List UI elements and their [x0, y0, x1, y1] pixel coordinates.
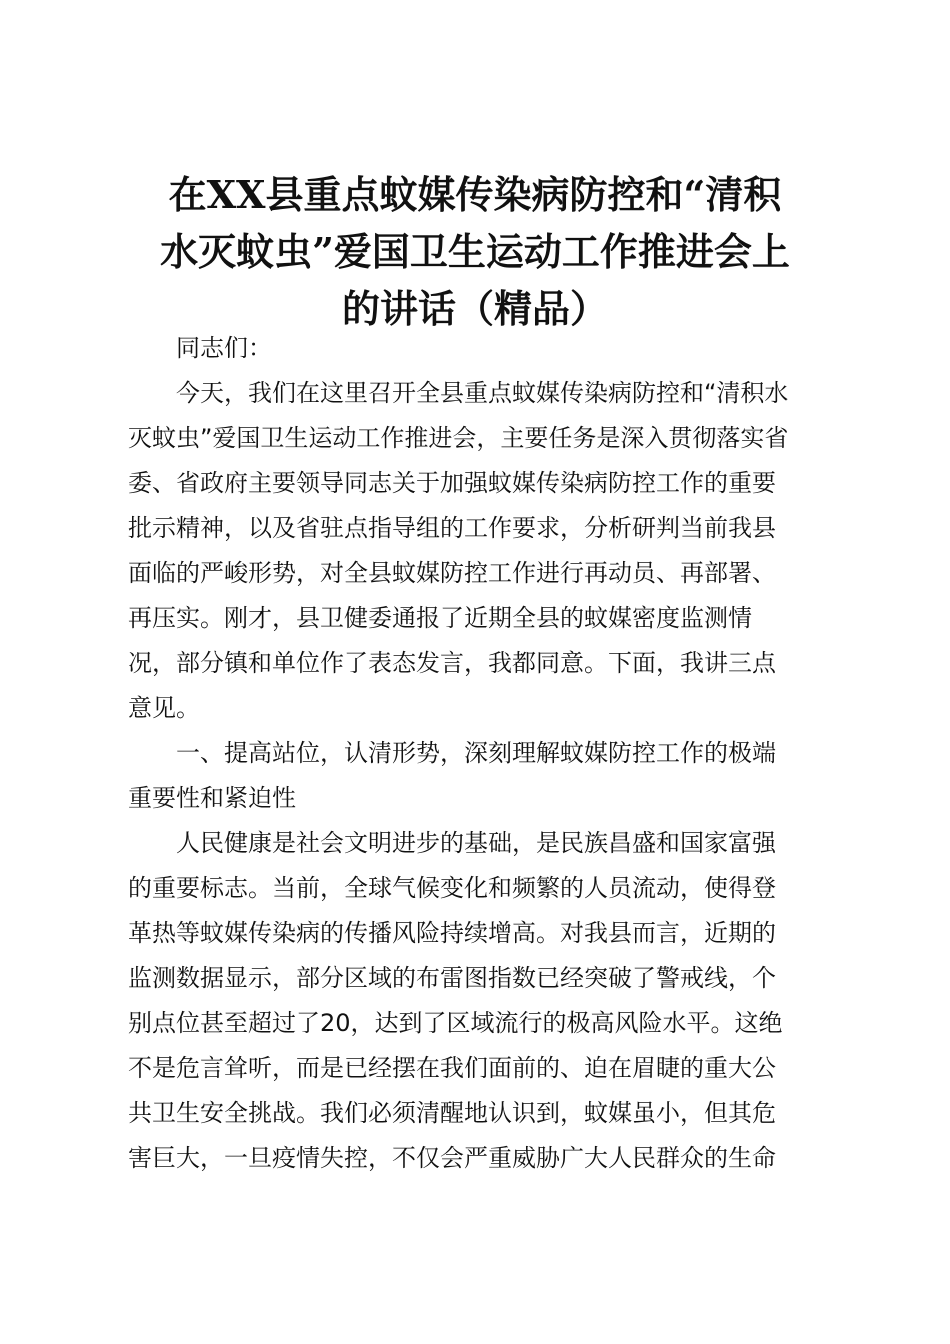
paragraph-line: 不是危言耸听，而是已经摆在我们面前的、迫在眉睫的重大公 — [128, 1054, 776, 1082]
title-line: 水灭蚊虫”爱国卫生运动工作推进会上 — [160, 229, 790, 274]
section-heading-line: 重要性和紧迫性 — [128, 784, 296, 812]
paragraph-line: 人民健康是社会文明进步的基础，是民族昌盛和国家富强 — [176, 829, 776, 857]
title-line: 的讲话（精品） — [341, 286, 608, 331]
paragraph-line: 批示精神，以及省驻点指导组的工作要求，分析研判当前我县 — [128, 514, 776, 542]
salutation: 同志们： — [176, 334, 272, 362]
paragraph-line: 灭蚊虫”爱国卫生运动工作推进会，主要任务是深入贯彻落实省 — [128, 424, 789, 452]
paragraph-line: 害巨大，一旦疫情失控，不仅会严重威胁广大人民群众的生命 — [128, 1144, 776, 1172]
paragraph-line: 的重要标志。当前，全球气候变化和频繁的人员流动，使得登 — [128, 874, 776, 902]
paragraph-line: 意见。 — [128, 694, 200, 722]
paragraph-line: 委、省政府主要领导同志关于加强蚊媒传染病防控工作的重要 — [128, 469, 776, 497]
document-body — [128, 326, 828, 1181]
document-title — [110, 166, 840, 337]
paragraph-line: 革热等蚊媒传染病的传播风险持续增高。对我县而言，近期的 — [128, 919, 776, 947]
paragraph-line: 别点位甚至超过了20，达到了区域流行的极高风险水平。这绝 — [128, 1009, 783, 1037]
paragraph-line: 面临的严峻形势，对全县蚊媒防控工作进行再动员、再部署、 — [128, 559, 776, 587]
paragraph-line: 再压实。刚才，县卫健委通报了近期全县的蚊媒密度监测情 — [128, 604, 752, 632]
paragraph-line: 况，部分镇和单位作了表态发言，我都同意。下面，我讲三点 — [128, 649, 776, 677]
paragraph-line: 今天，我们在这里召开全县重点蚊媒传染病防控和“清积水 — [176, 379, 789, 407]
title-line: 在XX县重点蚊媒传染病防控和“清积 — [168, 172, 782, 217]
paragraph-line: 共卫生安全挑战。我们必须清醒地认识到，蚊媒虽小，但其危 — [128, 1099, 776, 1127]
paragraph-line: 监测数据显示，部分区域的布雷图指数已经突破了警戒线，个 — [128, 964, 776, 992]
section-heading-line: 一、提高站位，认清形势，深刻理解蚊媒防控工作的极端 — [176, 739, 776, 767]
